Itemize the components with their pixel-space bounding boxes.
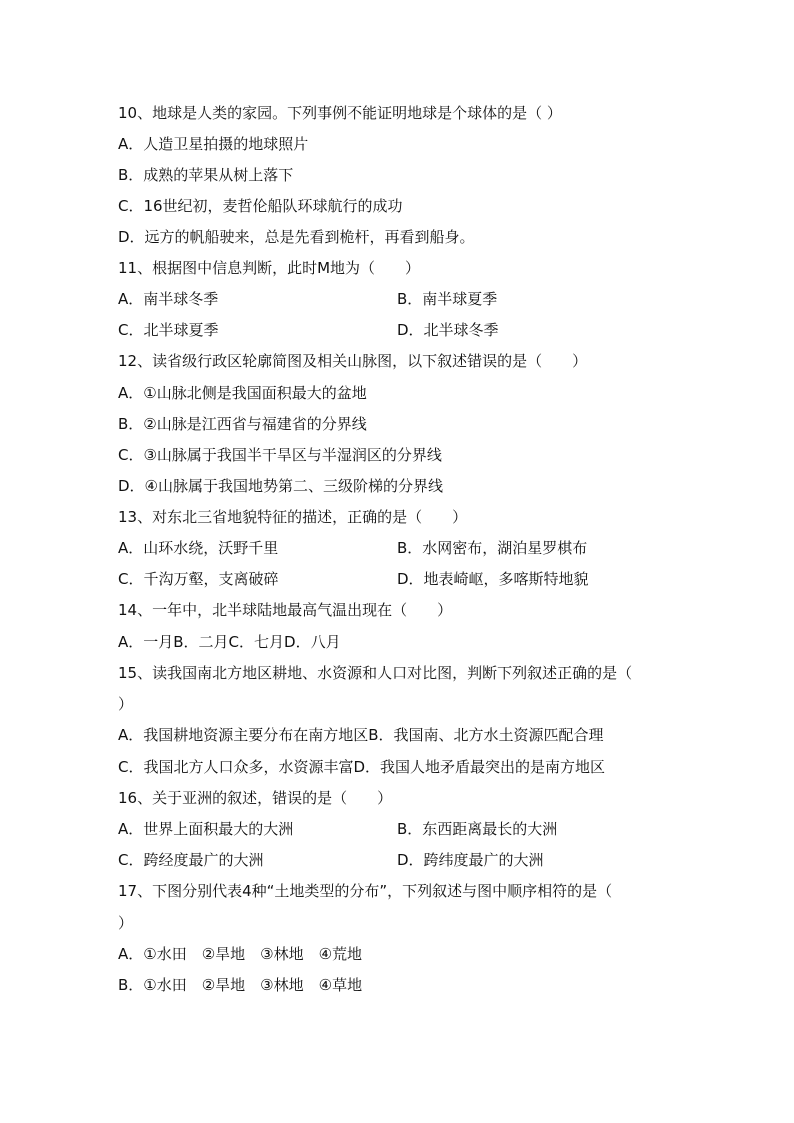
q17-stem-cont: ） [118, 914, 134, 932]
q13-option-d: D．地表崎岖，多喀斯特地貌 [397, 570, 589, 588]
q11-option-d: D．北半球冬季 [397, 321, 499, 339]
q13-option-b: B．水网密布，湖泊星罗棋布 [397, 539, 588, 557]
q15-stem: 15、读我国南北方地区耕地、水资源和人口对比图，判断下列叙述正确的是（ [118, 664, 633, 682]
q17-option-a: A．①水田 ②旱地 ③林地 ④荒地 [118, 945, 363, 963]
q13-stem: 13、对东北三省地貌特征的描述，正确的是（ ） [118, 508, 468, 526]
q13-option-c: C．千沟万壑，支离破碎 [118, 570, 279, 588]
q12-option-c: C．③山脉属于我国半干旱区与半湿润区的分界线 [118, 446, 442, 464]
q14-options: A．一月B．二月C．七月D．八月 [118, 633, 341, 651]
q11-stem: 11、根据图中信息判断，此时M地为（ ） [118, 259, 421, 277]
q16-option-c: C．跨经度最广的大洲 [118, 851, 264, 869]
q14-stem: 14、一年中，北半球陆地最高气温出现在（ ） [118, 601, 453, 619]
q10-stem: 10、地球是人类的家园。下列事例不能证明地球是个球体的是（ ） [118, 104, 562, 122]
q10-option-d: D．远方的帆船驶来，总是先看到桅杆，再看到船身。 [118, 228, 475, 246]
q11-option-a: A．南半球冬季 [118, 290, 219, 308]
q17-stem: 17、下图分别代表4种“土地类型的分布”，下列叙述与图中顺序相符的是（ [118, 882, 613, 900]
q16-option-d: D．跨纬度最广的大洲 [397, 851, 544, 869]
q13-option-a: A．山环水绕，沃野千里 [118, 539, 279, 557]
q12-option-d: D．④山脉属于我国地势第二、三级阶梯的分界线 [118, 477, 443, 495]
q16-option-a: A．世界上面积最大的大洲 [118, 820, 294, 838]
q11-option-b: B．南半球夏季 [397, 290, 498, 308]
q15-options-cd: C．我国北方人口众多，水资源丰富D．我国人地矛盾最突出的是南方地区 [118, 758, 606, 776]
q10-option-c: C．16世纪初，麦哲伦船队环球航行的成功 [118, 197, 403, 215]
q15-stem-cont: ） [118, 695, 134, 713]
q12-option-a: A．①山脉北侧是我国面积最大的盆地 [118, 384, 367, 402]
q10-option-a: A．人造卫星拍摄的地球照片 [118, 135, 309, 153]
q16-option-b: B．东西距离最长的大洲 [397, 820, 558, 838]
q15-options-ab: A．我国耕地资源主要分布在南方地区B．我国南、北方水土资源匹配合理 [118, 726, 604, 744]
q16-stem: 16、关于亚洲的叙述，错误的是（ ） [118, 789, 393, 807]
q12-option-b: B．②山脉是江西省与福建省的分界线 [118, 415, 367, 433]
q10-option-b: B．成熟的苹果从树上落下 [118, 166, 294, 184]
q17-option-b: B．①水田 ②旱地 ③林地 ④草地 [118, 976, 363, 994]
q11-option-c: C．北半球夏季 [118, 321, 219, 339]
q12-stem: 12、读省级行政区轮廓简图及相关山脉图，以下叙述错误的是（ ） [118, 352, 588, 370]
